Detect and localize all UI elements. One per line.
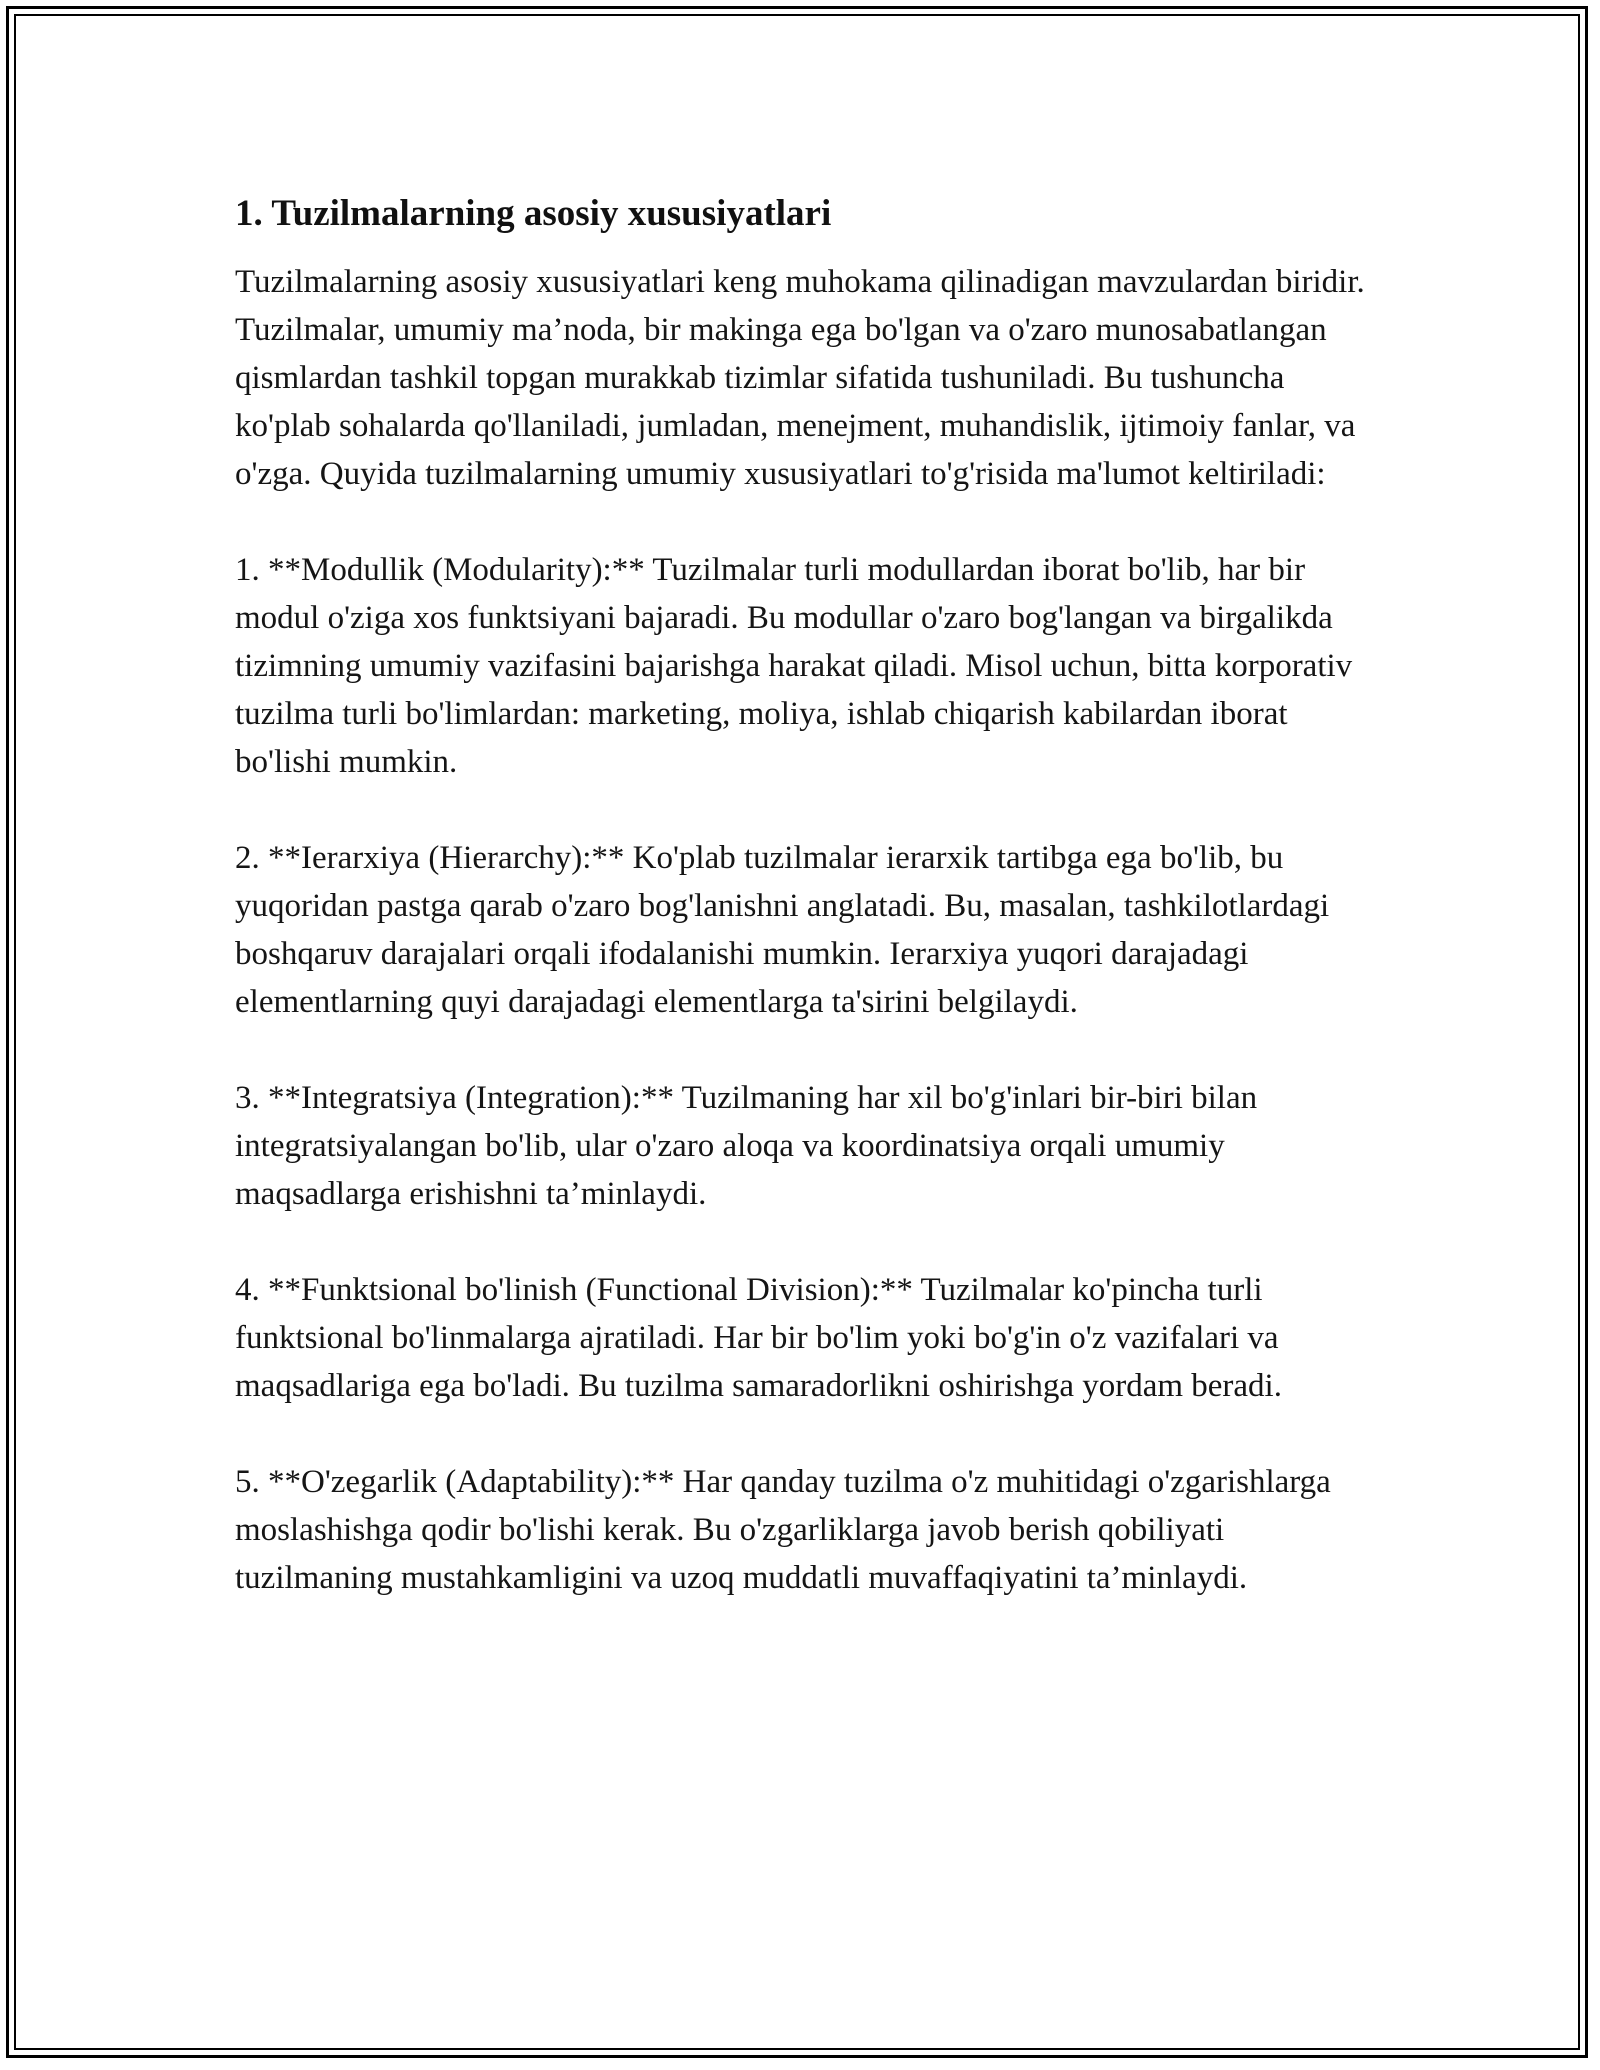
adaptability-paragraph: 5. **O'zegarlik (Adaptability):** Har qanday tuzilma o'z muhitidagi o'zgarishlarga moslashishga qodir bo'lishi kerak. Bu o'zgarliklarga javob berish qobiliyati tuzilmaning mustahkamligini va uzoq muddatli muvaffaqiyatini ta’minlaydi. bbox=[235, 1464, 1331, 1596]
document-body bbox=[235, 190, 1365, 1650]
hierarchy-paragraph: 2. **Ierarxiya (Hierarchy):** Ko'plab tuzilmalar ierarxik tartibga ega bo'lib, bu yuqoridan pastga qarab o'zaro bog'lanishni anglatadi. Bu, masalan, tashkilotlardagi boshqaruv darajalari orqali ifodalanishi mumkin. Ierarxiya yuqori darajadagi elementlarning quyi darajadagi elementlarga ta'sirini belgilaydi. bbox=[235, 840, 1330, 1020]
section-heading: 1. Tuzilmalarning asosiy xususiyatlari bbox=[235, 193, 832, 234]
integration-paragraph: 3. **Integratsiya (Integration):** Tuzilmaning har xil bo'g'inlari bir-biri bilan integratsiyalangan bo'lib, ular o'zaro aloqa va koordinatsiya orqali umumiy maqsadlarga erishishni ta’minlaydi. bbox=[235, 1080, 1258, 1212]
functional-division-paragraph: 4. **Funktsional bo'linish (Functional Division):** Tuzilmalar ko'pincha turli funktsional bo'linmalarga ajratiladi. Har bir bo'lim yoki bo'g'in o'z vazifalari va maqsadlariga ega bo'ladi. Bu tuzilma samaradorlikni oshirishga yordam beradi. bbox=[235, 1272, 1282, 1404]
intro-paragraph: Tuzilmalarning asosiy xususiyatlari keng muhokama qilinadigan mavzulardan biridir. Tuzilmalar, umumiy ma’noda, bir makinga ega bo'lgan va o'zaro munosabatlangan qismlardan tashkil topgan murakkab tizimlar sifatida tushuniladi. Bu tushuncha ko'plab sohalarda qo'llaniladi, jumladan, menejment, muhandislik, ijtimoiy fanlar, va o'zga. Quyida tuzilmalarning umumiy xususiyatlari to'g'risida ma'lumot keltiriladi: bbox=[235, 264, 1365, 492]
modularity-paragraph: 1. **Modullik (Modularity):** Tuzilmalar turli modullardan iborat bo'lib, har bir modul o'ziga xos funktsiyani bajaradi. Bu modullar o'zaro bog'langan va birgalikda tizimning umumiy vazifasini bajarishga harakat qiladi. Misol uchun, bitta korporativ tuzilma turli bo'limlardan: marketing, moliya, ishlab chiqarish kabilardan iborat bo'lishi mumkin. bbox=[235, 552, 1353, 780]
